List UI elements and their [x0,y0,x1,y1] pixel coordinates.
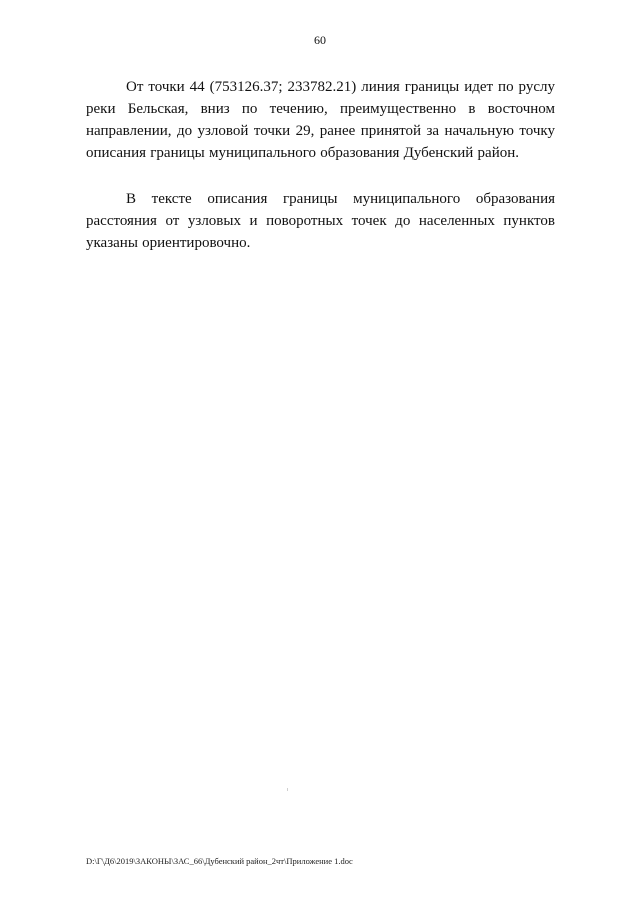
page-number: 60 [314,33,326,47]
document-body [86,76,555,254]
paragraph-distance-note: В тексте описания границы муниципального образования расстояния от узловых и поворотных точек до населенных пунктов указаны ориентировочно. [86,191,555,251]
paragraph-boundary-description: От точки 44 (753126.37; 233782.21) линия границы идет по руслу реки Бельская, вниз по течению, преимущественно в восточном направлении, до узловой точки 29, ранее принятой за начальную точку описания границы муниципального образования Дубенский район. [86,79,555,161]
scan-mark [287,788,288,791]
footer-file-path: D:\Г\Д6\2019\ЗАКОНЫ\ЗАС_66\Дубенский район_2чт\Приложение 1.doc [86,856,353,866]
